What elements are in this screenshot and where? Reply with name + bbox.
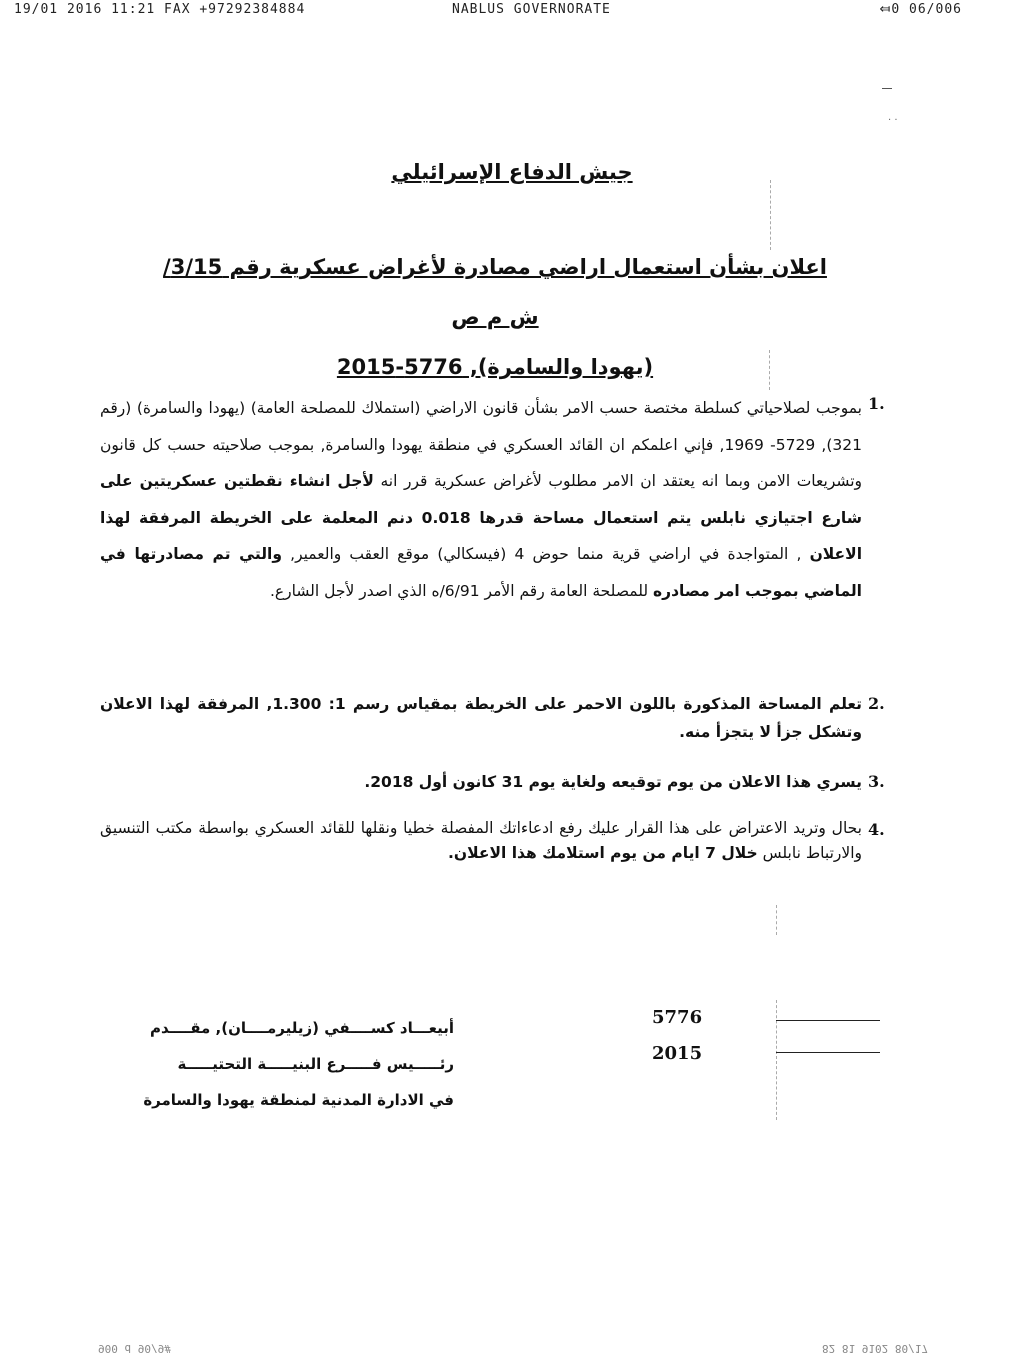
clause-4 (100, 816, 862, 866)
announcement-heading (150, 242, 840, 392)
clause-number-4: 4. (868, 820, 885, 839)
footer-bleed-right: 82 81 9102 80/17 (822, 1342, 928, 1355)
announcement-heading-line2: (يهودا والسامرة), 5776-2015 (336, 355, 654, 379)
clause-number-2: 2. (868, 694, 885, 713)
clause-1-text-d: والتي تم مصادرتها في الماضي بموجب امر مصادره (100, 545, 862, 600)
fax-header (14, 2, 962, 22)
scan-artifact-line (776, 1000, 777, 1120)
scan-mark: . . (888, 112, 898, 123)
scan-artifact-line (776, 905, 777, 935)
fax-sender-info: 19/01 2016 11:21 FAX +97292384884 (14, 2, 306, 17)
gregorian-year: 2015 (652, 1043, 703, 1064)
clause-2: تعلم المساحة المذكورة باللون الاحمر على الخريطة بمقياس رسم 1: 1.300, المرفقة لهذا الاعلان وتشكل جزأ لا يتجزأ منه. (100, 695, 862, 741)
hebrew-year: 5776 (652, 1007, 703, 1028)
scan-artifact-line (770, 180, 771, 250)
clause-3: يسري هذا الاعلان من يوم توقيعه ولغاية يوم 31 كانون أول 2018. (364, 773, 862, 791)
signature-line (776, 1020, 880, 1021)
fax-origin-name: NABLUS GOVERNORATE (452, 2, 611, 17)
signature-line (776, 1052, 880, 1053)
clause-number-3: 3. (868, 772, 885, 791)
clause-1-text-e: للمصلحة العامة رقم الأمر 6/91/ه الذي اصدر لأجل الشارع. (269, 581, 654, 600)
footer-bleed-left: 900 d 90/9# (98, 1342, 171, 1355)
page-title: جيش الدفاع الإسرائيلي (391, 160, 633, 184)
signatory-block (94, 1010, 454, 1118)
clause-1 (100, 390, 862, 609)
clause-1-text-a: بموجب لصلاحياتي كسلطة مختصة حسب الامر بشأن قانون الاراضي (استملاك للمصلحة العامة) (يهودا والسامرة) (رقم 321), 5729- 1969, فإني اعلمكم ان القائد العسكري في منطقة يهودا والسامرة, بموجب صلاحيته حسب كل قانون وتشريعات الامن وبما انه يعتقد ان الامر مطلوب لأغراض عسكرية قرر انه (100, 399, 862, 490)
clause-4-text-a: بحال وتريد الاعتراض على هذا القرار عليك رفع ادعاءاتك المفصلة خطيا ونقلها للقائد العسكري بواسطة مكتب التنسيق والارتباط نابلس (100, 819, 862, 862)
clause-1-text-c: , المتواجدة في اراضي قرية منما حوض 4 (فيسكالي) موقع العقب والعمير, (281, 545, 810, 563)
announcement-heading-line1: اعلان بشأن استعمال اراضي مصادرة لأغراض عسكرية رقم 3/15/ ش م ص (163, 255, 827, 329)
clause-number-1: 1. (868, 394, 885, 413)
scan-mark (882, 88, 892, 89)
signatory-department: في الادارة المدنية لمنطقة يهودا والسامرة (143, 1091, 454, 1109)
clause-1-text-b: لأجل انشاء نقطتين عسكريتين على شارع اجتيازي نابلس يتم استعمال مساحة قدرها 0.018 دنم المعلمة على الخريطة المرفقة لهذا الاعلان (100, 472, 863, 563)
signature-dates (652, 1000, 702, 1072)
fax-page-counter: ⤆0 06/006 (879, 2, 962, 17)
signatory-title: رئـــــيس فـــــرع البنيـــــة التحتيـــــة (177, 1055, 454, 1073)
clause-4-text-b: خلال 7 ايام من يوم استلامك هذا الاعلان. (447, 844, 758, 862)
signatory-name: أبيعـــاد كســــفي (زيليرمــــان), مقــــدم (150, 1019, 454, 1037)
